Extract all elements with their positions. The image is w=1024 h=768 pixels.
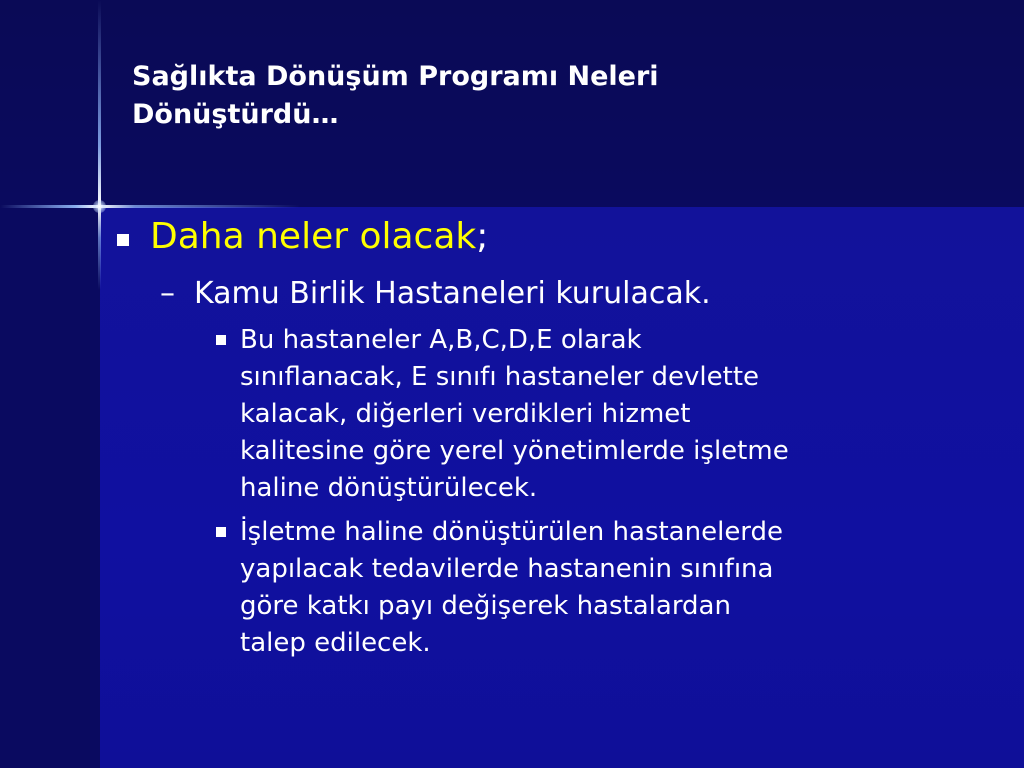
bullet-level-1-label: Daha neler olacak (150, 216, 477, 257)
sparkle-icon (93, 200, 106, 213)
decorative-horizontal-line (0, 205, 300, 208)
left-margin-band (0, 207, 100, 768)
square-bullet-icon (216, 335, 226, 345)
bullet-text-line: talep edilecek. (240, 628, 431, 658)
bullet-level-1-suffix: ; (476, 216, 489, 257)
bullet-level-3-text (240, 514, 890, 662)
bullet-level-3-text (240, 322, 890, 507)
bullet-text-line: göre katkı payı değişerek hastalardan (240, 591, 731, 621)
slide-title (132, 58, 832, 134)
bullet-level-1-text (150, 214, 488, 260)
bullet-text-line: Bu hastaneler A,B,C,D,E olarak (240, 325, 642, 355)
dash-bullet: – (160, 276, 175, 311)
bullet-level-2-text: Kamu Birlik Hastaneleri kurulacak. (194, 276, 711, 311)
square-bullet-icon (216, 527, 226, 537)
slide-title-line-2: Dönüştürdü… (132, 99, 339, 130)
bullet-text-line: kalitesine göre yerel yönetimlerde işletme (240, 436, 789, 466)
bullet-text-line: sınıflanacak, E sınıfı hastaneler devlette (240, 362, 760, 392)
slide-title-line-1: Sağlıkta Dönüşüm Programı Neleri (132, 61, 659, 92)
square-bullet-icon (117, 234, 129, 246)
bullet-text-line: İşletme haline dönüştürülen hastanelerde (240, 517, 784, 547)
bullet-text-line: yapılacak tedavilerde hastanenin sınıfına (240, 554, 774, 584)
bullet-text-line: kalacak, diğerleri verdikleri hizmet (240, 399, 691, 429)
bullet-text-line: haline dönüştürülecek. (240, 473, 538, 503)
decorative-vertical-line (98, 0, 101, 290)
